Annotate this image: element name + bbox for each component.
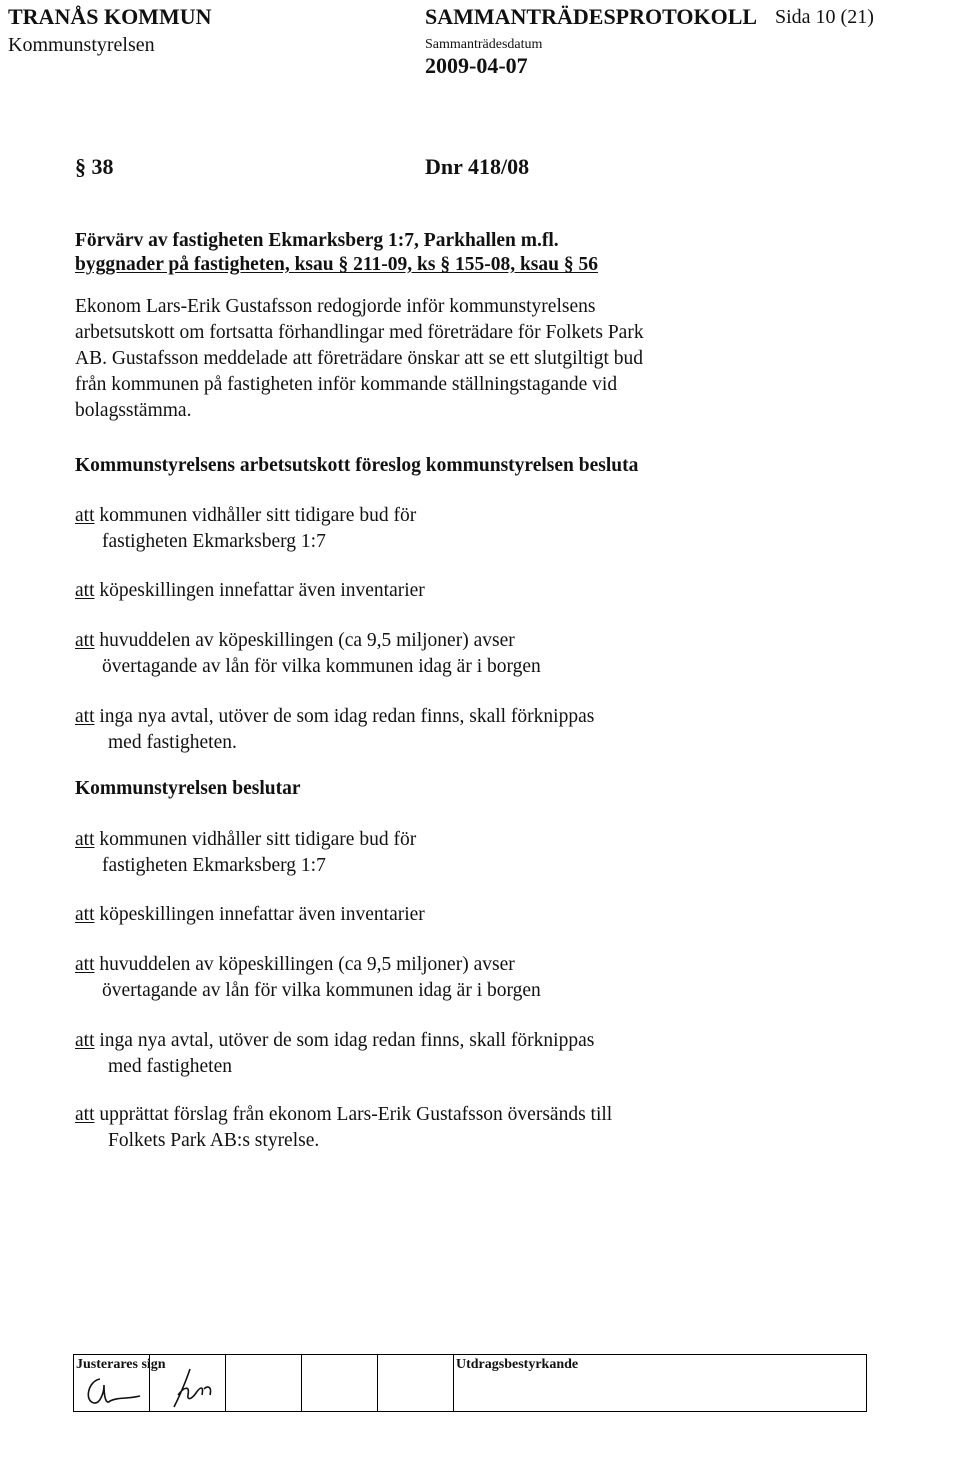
att-marker: att (75, 829, 95, 850)
decision-heading: Kommunstyrelsen beslutar (75, 778, 301, 799)
proposal-heading: Kommunstyrelsens arbetsutskott föreslog kommunstyrelsen besluta (75, 455, 639, 476)
item-text: huvuddelen av köpeskillingen (ca 9,5 miljoner) avser (99, 954, 515, 975)
item-text: köpeskillingen innefattar även inventarier (99, 580, 425, 601)
item-text: inga nya avtal, utöver de som idag redan finns, skall förknippas (99, 706, 595, 727)
paragraph-number: § 38 (75, 154, 114, 179)
body-name: Kommunstyrelsen (8, 34, 155, 56)
att-marker: att (75, 580, 95, 601)
decision-item (75, 952, 541, 1004)
signature-table (73, 1354, 867, 1412)
att-marker: att (75, 904, 95, 925)
att-marker: att (75, 706, 95, 727)
utdrag-label: Utdragsbestyrkande (456, 1357, 579, 1372)
item-text: kommunen vidhåller sitt tidigare bud för (99, 829, 417, 850)
item-text-cont: med fastigheten (108, 1056, 232, 1077)
att-marker: att (75, 1030, 95, 1051)
meeting-date-label: Sammanträdesdatum (425, 37, 543, 52)
item-text: kommunen vidhåller sitt tidigare bud för (99, 505, 417, 526)
decision-item (75, 827, 416, 879)
page-number: Sida 10 (21) (775, 6, 874, 28)
signature-2-icon (154, 1365, 224, 1409)
intro-line: Ekonom Lars-Erik Gustafsson redogjorde inför kommunstyrelsens (75, 296, 596, 317)
item-text: inga nya avtal, utöver de som idag redan finns, skall förknippas (99, 1030, 595, 1051)
signature-cell-5 (378, 1355, 454, 1411)
decision-item (75, 1102, 612, 1154)
intro-line: bolagsstämma. (75, 400, 192, 421)
att-marker: att (75, 630, 95, 651)
utdrag-cell (454, 1355, 862, 1411)
proposal-item (75, 503, 416, 555)
item-text-cont: med fastigheten. (108, 732, 237, 753)
signature-cell-3 (226, 1355, 302, 1411)
intro-line: från kommunen på fastigheten inför kommande ställningstagande vid (75, 374, 618, 395)
item-text-cont: fastigheten Ekmarksberg 1:7 (102, 531, 326, 552)
item-text-cont: övertagande av lån för vilka kommunen idag är i borgen (102, 980, 541, 1001)
diary-number: Dnr 418/08 (425, 154, 530, 179)
org-name: TRANÅS KOMMUN (8, 4, 212, 29)
case-title: Förvärv av fastigheten Ekmarksberg 1:7, Parkhallen m.fl. (75, 230, 559, 251)
signature-cell-1 (74, 1355, 166, 1411)
item-text: köpeskillingen innefattar även inventarier (99, 904, 425, 925)
att-marker: att (75, 954, 95, 975)
item-text-cont: övertagande av lån för vilka kommunen idag är i borgen (102, 656, 541, 677)
meeting-date: 2009-04-07 (425, 53, 528, 78)
item-text-cont: fastigheten Ekmarksberg 1:7 (102, 855, 326, 876)
signature-1-icon (78, 1371, 148, 1411)
intro-line: AB. Gustafsson meddelade att företrädare önskar att se ett slutgiltigt bud (75, 348, 644, 369)
intro-paragraph (75, 294, 644, 424)
proposal-item (75, 628, 541, 680)
justerares-label: Justerares sign (76, 1357, 166, 1372)
item-text: upprättat förslag från ekonom Lars-Erik Gustafsson översänds till (99, 1104, 613, 1125)
signature-cell-2 (150, 1355, 226, 1411)
decision-item (75, 902, 425, 928)
att-marker: att (75, 505, 95, 526)
intro-line: arbetsutskott om fortsatta förhandlingar med företrädare för Folkets Park (75, 322, 644, 343)
item-text-cont: Folkets Park AB:s styrelse. (108, 1130, 320, 1151)
signature-cell-4 (302, 1355, 378, 1411)
case-reference: byggnader på fastigheten, ksau § 211-09, ks § 155-08, ksau § 56 (75, 254, 598, 275)
att-marker: att (75, 1104, 95, 1125)
document-type: SAMMANTRÄDESPROTOKOLL (425, 4, 758, 29)
proposal-item (75, 578, 425, 604)
decision-item (75, 1028, 594, 1080)
item-text: huvuddelen av köpeskillingen (ca 9,5 miljoner) avser (99, 630, 515, 651)
proposal-item (75, 704, 594, 756)
